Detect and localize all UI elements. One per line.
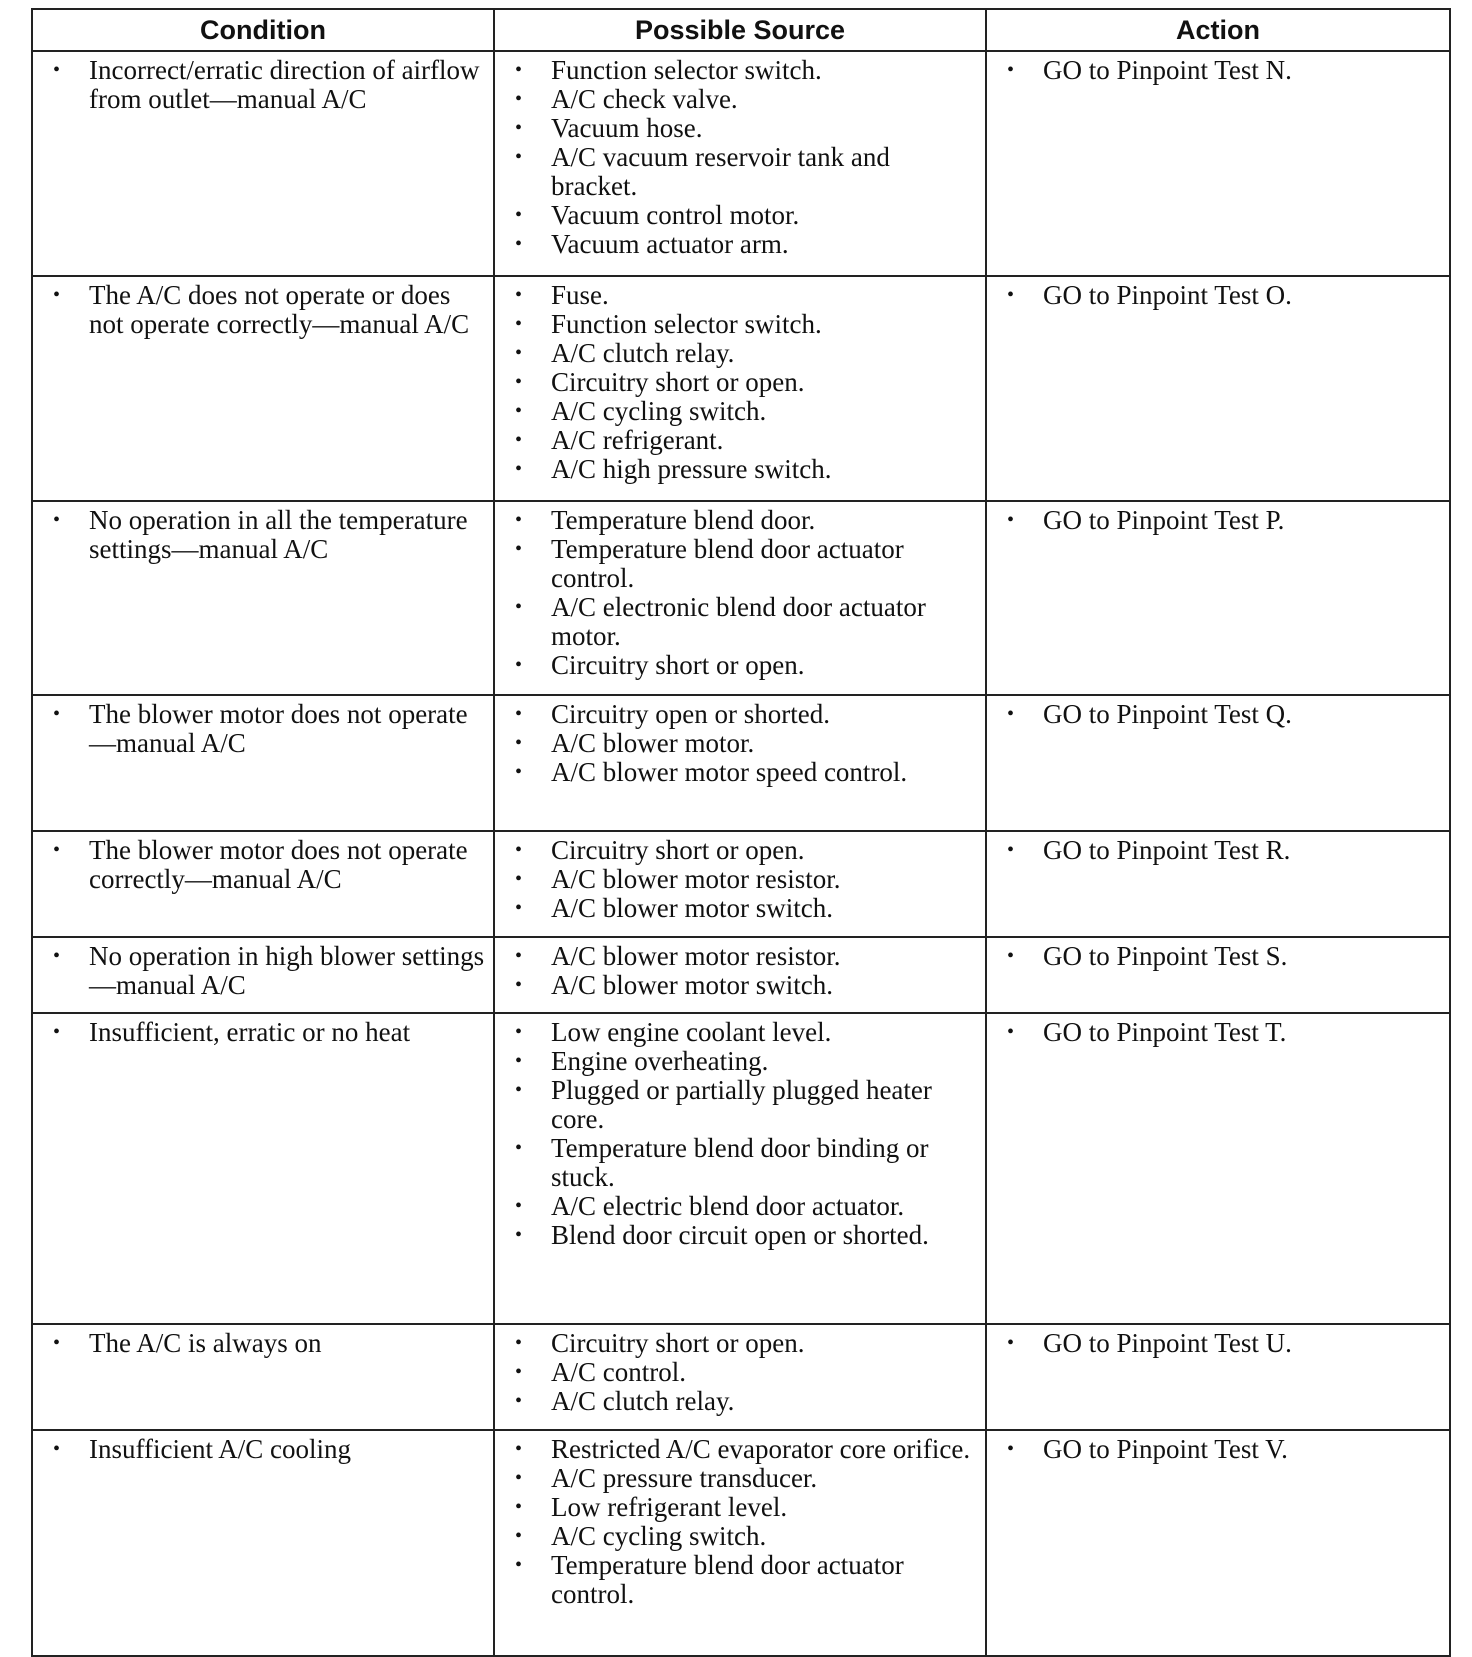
header-row bbox=[32, 9, 1450, 51]
condition-text: • The A/C is always on bbox=[53, 1329, 485, 1358]
source-item: • Function selector switch. bbox=[515, 56, 977, 85]
diagnosis-table bbox=[31, 8, 1451, 1657]
action-cell bbox=[986, 937, 1450, 1013]
condition-cell bbox=[32, 1013, 494, 1324]
condition-cell bbox=[32, 51, 494, 276]
source-cell bbox=[494, 695, 986, 831]
action-cell bbox=[986, 501, 1450, 695]
source-item: • A/C electronic blend door actuator motor. bbox=[515, 593, 977, 651]
action-cell bbox=[986, 51, 1450, 276]
source-cell bbox=[494, 1430, 986, 1656]
table-row bbox=[32, 501, 1450, 695]
condition-text: • The blower motor does not operate—manual A/C bbox=[53, 700, 485, 758]
source-item: • Vacuum actuator arm. bbox=[515, 230, 977, 259]
source-cell bbox=[494, 937, 986, 1013]
condition-text: • No operation in high blower settings—manual A/C bbox=[53, 942, 485, 1000]
source-item: • Function selector switch. bbox=[515, 310, 977, 339]
action-cell bbox=[986, 276, 1450, 501]
condition-cell bbox=[32, 276, 494, 501]
source-item: • Circuitry short or open. bbox=[515, 1329, 977, 1358]
condition-cell bbox=[32, 831, 494, 937]
source-item: • Low engine coolant level. bbox=[515, 1018, 977, 1047]
header-action: Action bbox=[986, 9, 1450, 51]
action-text: • GO to Pinpoint Test T. bbox=[1007, 1018, 1441, 1047]
source-item: • A/C check valve. bbox=[515, 85, 977, 114]
source-item: • Vacuum hose. bbox=[515, 114, 977, 143]
source-item: • Restricted A/C evaporator core orifice. bbox=[515, 1435, 977, 1464]
source-item: • Low refrigerant level. bbox=[515, 1493, 977, 1522]
table-row bbox=[32, 831, 1450, 937]
action-cell bbox=[986, 1013, 1450, 1324]
action-text: • GO to Pinpoint Test V. bbox=[1007, 1435, 1441, 1464]
source-item: • Circuitry short or open. bbox=[515, 651, 977, 680]
action-text: • GO to Pinpoint Test O. bbox=[1007, 281, 1441, 310]
source-item: • A/C blower motor resistor. bbox=[515, 942, 977, 971]
condition-text: • Incorrect/erratic direction of airflow from outlet—manual A/C bbox=[53, 56, 485, 114]
condition-text: • Insufficient A/C cooling bbox=[53, 1435, 485, 1464]
source-cell bbox=[494, 501, 986, 695]
source-item: • Temperature blend door. bbox=[515, 506, 977, 535]
source-item: • Plugged or partially plugged heater core. bbox=[515, 1076, 977, 1134]
table-row bbox=[32, 1013, 1450, 1324]
source-cell bbox=[494, 276, 986, 501]
source-item: • Circuitry short or open. bbox=[515, 836, 977, 865]
action-text: • GO to Pinpoint Test S. bbox=[1007, 942, 1441, 971]
source-item: • A/C electric blend door actuator. bbox=[515, 1192, 977, 1221]
source-cell bbox=[494, 1324, 986, 1430]
source-item: • A/C blower motor speed control. bbox=[515, 758, 977, 787]
action-cell bbox=[986, 1324, 1450, 1430]
table-row bbox=[32, 937, 1450, 1013]
source-item: • A/C clutch relay. bbox=[515, 1387, 977, 1416]
source-item: • A/C vacuum reservoir tank and bracket. bbox=[515, 143, 977, 201]
table-row bbox=[32, 695, 1450, 831]
condition-text: • No operation in all the temperature settings—manual A/C bbox=[53, 506, 485, 564]
source-item: • Blend door circuit open or shorted. bbox=[515, 1221, 977, 1250]
source-item: • Vacuum control motor. bbox=[515, 201, 977, 230]
table-row bbox=[32, 51, 1450, 276]
source-item: • A/C high pressure switch. bbox=[515, 455, 977, 484]
table-row bbox=[32, 1324, 1450, 1430]
action-text: • GO to Pinpoint Test Q. bbox=[1007, 700, 1441, 729]
source-item: • Temperature blend door binding or stuck. bbox=[515, 1134, 977, 1192]
action-text: • GO to Pinpoint Test P. bbox=[1007, 506, 1441, 535]
header-condition: Condition bbox=[32, 9, 494, 51]
source-item: • A/C cycling switch. bbox=[515, 1522, 977, 1551]
source-item: • Circuitry short or open. bbox=[515, 368, 977, 397]
source-item: • A/C refrigerant. bbox=[515, 426, 977, 455]
action-cell bbox=[986, 831, 1450, 937]
condition-cell bbox=[32, 937, 494, 1013]
header-possible-source: Possible Source bbox=[494, 9, 986, 51]
source-item: • A/C blower motor resistor. bbox=[515, 865, 977, 894]
source-item: • A/C control. bbox=[515, 1358, 977, 1387]
source-item: • A/C cycling switch. bbox=[515, 397, 977, 426]
action-text: • GO to Pinpoint Test N. bbox=[1007, 56, 1441, 85]
action-text: • GO to Pinpoint Test R. bbox=[1007, 836, 1441, 865]
source-item: • Fuse. bbox=[515, 281, 977, 310]
condition-cell bbox=[32, 1324, 494, 1430]
source-item: • A/C clutch relay. bbox=[515, 339, 977, 368]
source-item: • Engine overheating. bbox=[515, 1047, 977, 1076]
source-cell bbox=[494, 831, 986, 937]
source-cell bbox=[494, 1013, 986, 1324]
condition-text: • The A/C does not operate or does not operate correctly—manual A/C bbox=[53, 281, 485, 339]
condition-cell bbox=[32, 501, 494, 695]
table-row bbox=[32, 1430, 1450, 1656]
source-item: • A/C blower motor. bbox=[515, 729, 977, 758]
action-cell bbox=[986, 695, 1450, 831]
condition-text: • Insufficient, erratic or no heat bbox=[53, 1018, 485, 1047]
condition-cell bbox=[32, 1430, 494, 1656]
action-text: • GO to Pinpoint Test U. bbox=[1007, 1329, 1441, 1358]
source-item: • Circuitry open or shorted. bbox=[515, 700, 977, 729]
action-cell bbox=[986, 1430, 1450, 1656]
table-row bbox=[32, 276, 1450, 501]
source-item: • Temperature blend door actuator control. bbox=[515, 535, 977, 593]
source-cell bbox=[494, 51, 986, 276]
source-item: • A/C pressure transducer. bbox=[515, 1464, 977, 1493]
source-item: • Temperature blend door actuator control. bbox=[515, 1551, 977, 1609]
source-item: • A/C blower motor switch. bbox=[515, 894, 977, 923]
source-item: • A/C blower motor switch. bbox=[515, 971, 977, 1000]
condition-cell bbox=[32, 695, 494, 831]
condition-text: • The blower motor does not operate correctly—manual A/C bbox=[53, 836, 485, 894]
